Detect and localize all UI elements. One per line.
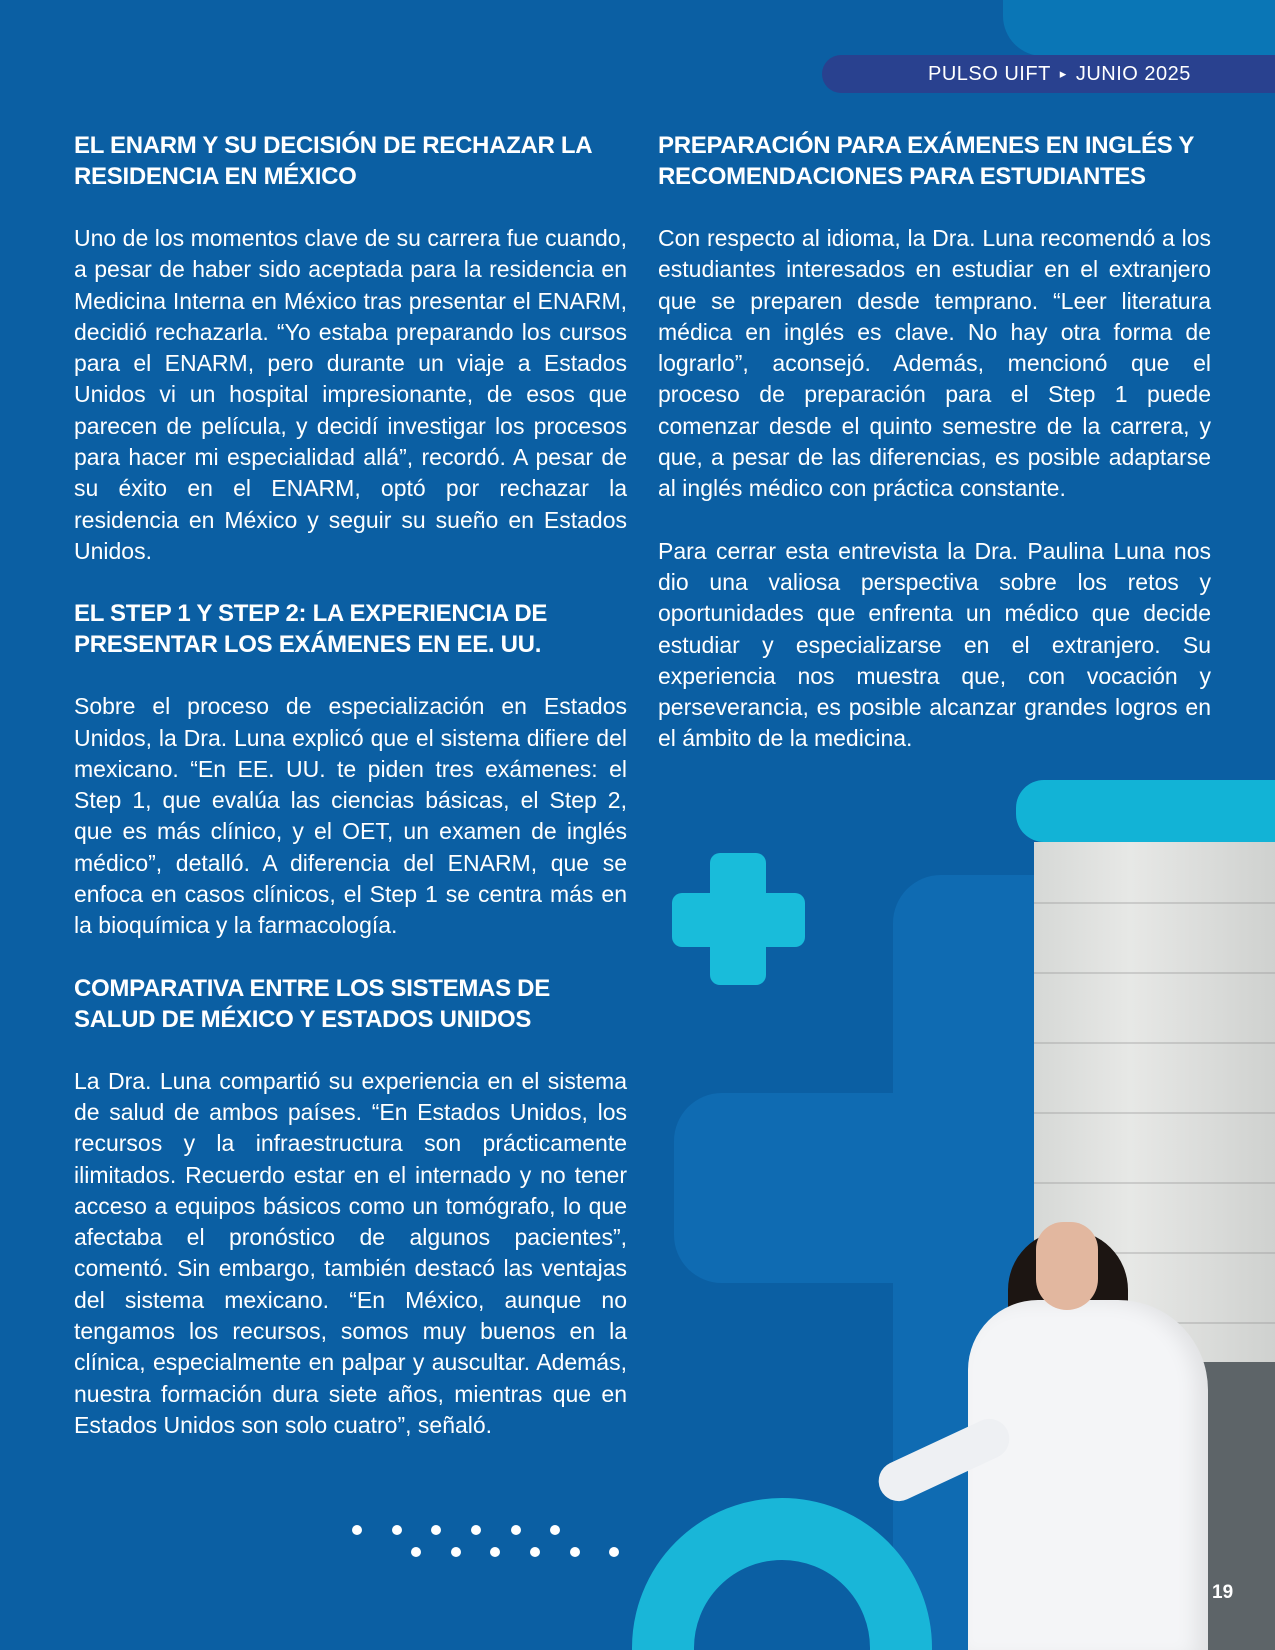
decorative-top-tab [1003, 0, 1275, 56]
decorative-ring [632, 1498, 932, 1650]
header-bar [822, 55, 1275, 93]
section-paragraph-preparacion: Con respecto al idioma, la Dra. Luna recomendó a los estudiantes interesados en estudiar en el extranjero que se preparen desde temprano. “Leer literatura médica en inglés es clave. No hay otra forma de lograrlo”, aconsejó. Además, mencionó que el proceso de preparación para el Step 1 puede comenzar desde el quinto semestre de la carrera, y que, a pesar de las diferencias, es posible adaptarse al inglés médico con práctica constante. [658, 225, 1211, 502]
plus-icon-bar [672, 893, 805, 947]
section-heading-comparativa: COMPARATIVA ENTRE LOS SISTEMAS DE SALUD DE MÉXICO Y ESTADOS UNIDOS [74, 974, 550, 1033]
section-paragraph-enarm: Uno de los momentos clave de su carrera fue cuando, a pesar de haber sido aceptada para la residencia en Medicina Interna en México tras presentar el ENARM, decidió rechazarla. “Yo estaba preparando los cursos para el ENARM, pero durante un viaje a Estados Unidos vi un hospital impresionante, de esos que parecen de película, y decidí investigar los procesos para hacer mi especialidad allá”, recordó. A pesar de su éxito en el ENARM, optó por rechazar la residencia en México y seguir su sueño en Estados Unidos. [74, 225, 627, 564]
doctor-photo-coat [968, 1300, 1208, 1650]
section-paragraph-step: Sobre el proceso de especialización en Estados Unidos, la Dra. Luna explicó que el sistema difiere del mexicano. “En EE. UU. te piden tres exámenes: el Step 1, que evalúa las ciencias básicas, el Step 2, que es más clínico, y el OET, un examen de inglés médico”, detalló. A diferencia del ENARM, que se enfoca en casos clínicos, el Step 1 se centra más en la bioquímica y la farmacología. [74, 693, 627, 939]
section-heading-enarm: EL ENARM Y SU DECISIÓN DE RECHAZAR LA RESIDENCIA EN MÉXICO [74, 132, 592, 190]
right-column [658, 130, 1211, 786]
doctor-photo-face [1036, 1222, 1098, 1310]
issue-date: JUNIO 2025 [1075, 62, 1191, 85]
triangle-separator-icon: ▸ [1059, 66, 1067, 81]
section-paragraph-comparativa: La Dra. Luna compartió su experiencia en el sistema de salud de ambos países. “En Estados Unidos, los recursos y la infraestructura son prácticamente ilimitados. Recuerdo estar en el internado y no tener acceso a equipos básicos como un tomógrafo, lo que afectaba el pronóstico de algunos pacientes”, comentó. Sin embargo, también destacó las ventajas del sistema mexicano. “En México, aunque no tengamos los recursos, somos muy buenos en la clínica, especialmente en palpar y auscultar. Además, nuestra formación dura siete años, mientras que en Estados Unidos son solo cuatro”, señaló. [74, 1067, 627, 1438]
decorative-teal-bar [1016, 780, 1275, 842]
page-number: 19 [1212, 1582, 1234, 1603]
publication-name: PULSO UIFT [928, 62, 1051, 85]
section-heading-step: EL STEP 1 Y STEP 2: LA EXPERIENCIA DE PRESENTAR LOS EXÁMENES EN EE. UU. [74, 600, 548, 659]
left-column [74, 130, 627, 1472]
section-paragraph-cierre: Para cerrar esta entrevista la Dra. Paulina Luna nos dio una valiosa perspectiva sobre los retos y oportunidades que enfrenta un médico que decide estudiar y especializarse en el extranjero. Su experiencia nos muestra que, con vocación y perseverancia, es posible alcanzar grandes logros en el ámbito de la medicina. [658, 537, 1211, 752]
section-heading-preparacion: PREPARACIÓN PARA EXÁMENES EN INGLÉS Y RECOMENDACIONES PARA ESTUDIANTES [658, 132, 1194, 190]
